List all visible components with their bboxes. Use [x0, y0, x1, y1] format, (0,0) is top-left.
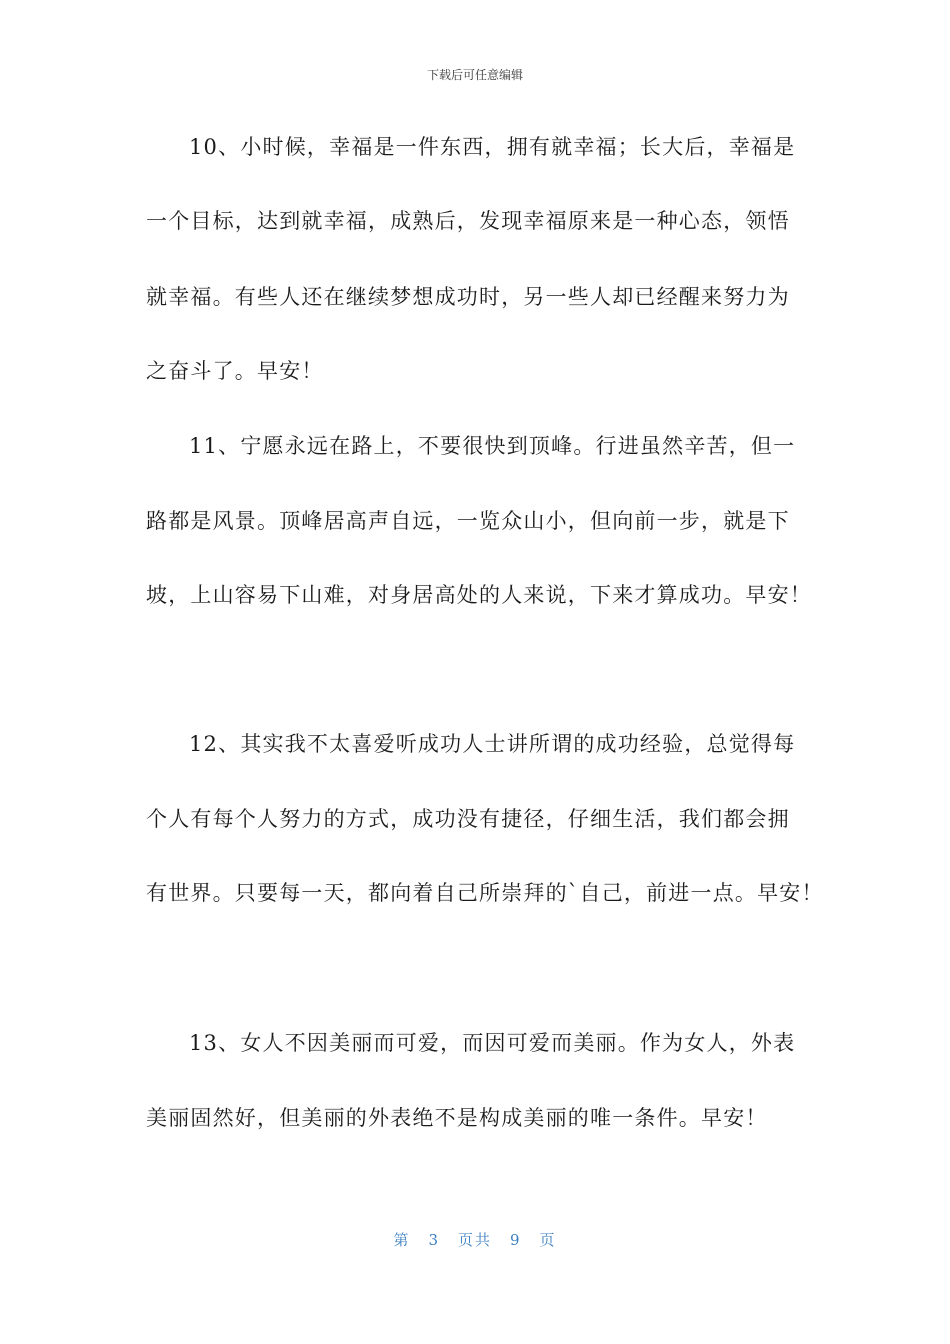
- text-line: 13、女人不因美丽而可爱，而因可爱而美丽。作为女人，外表: [189, 1031, 796, 1055]
- text-line: 就幸福。有些人还在继续梦想成功时，另一些人却已经醒来努力为: [146, 285, 790, 309]
- footer-total-pages: 9: [510, 1231, 522, 1249]
- text-line: 路都是风景。顶峰居高声自远，一览众山小，但向前一步，就是下: [146, 509, 790, 533]
- text-line: 之奋斗了。早安！: [146, 359, 324, 383]
- footer-current-page: 3: [428, 1231, 440, 1249]
- text-line: 个人有每个人努力的方式，成功没有捷径，仔细生活，我们都会拥: [146, 807, 790, 831]
- text-line: 有世界。只要每一天，都向着自己所崇拜的`自己，前进一点。早安！: [146, 881, 824, 905]
- text-line: 坡，上山容易下山难，对身居高处的人来说，下来才算成功。早安！: [146, 583, 812, 607]
- text-line: 10、小时候，幸福是一件东西，拥有就幸福；长大后，幸福是: [189, 135, 796, 159]
- footer-suffix: 页: [539, 1231, 557, 1249]
- text-line: 美丽固然好，但美丽的外表绝不是构成美丽的唯一条件。早安！: [146, 1106, 768, 1130]
- footer-prefix: 第: [393, 1231, 411, 1249]
- page-footer: [0, 1230, 950, 1250]
- text-line: 一个目标，达到就幸福，成熟后，发现幸福原来是一种心态，领悟: [146, 209, 790, 233]
- page-header: 下载后可任意编辑: [426, 68, 523, 82]
- footer-mid: 页共: [457, 1231, 492, 1249]
- text-line: 12、其实我不太喜爱听成功人士讲所谓的成功经验，总觉得每: [189, 732, 796, 756]
- text-line: 11、宁愿永远在路上，不要很快到顶峰。行进虽然辛苦，但一: [189, 434, 796, 458]
